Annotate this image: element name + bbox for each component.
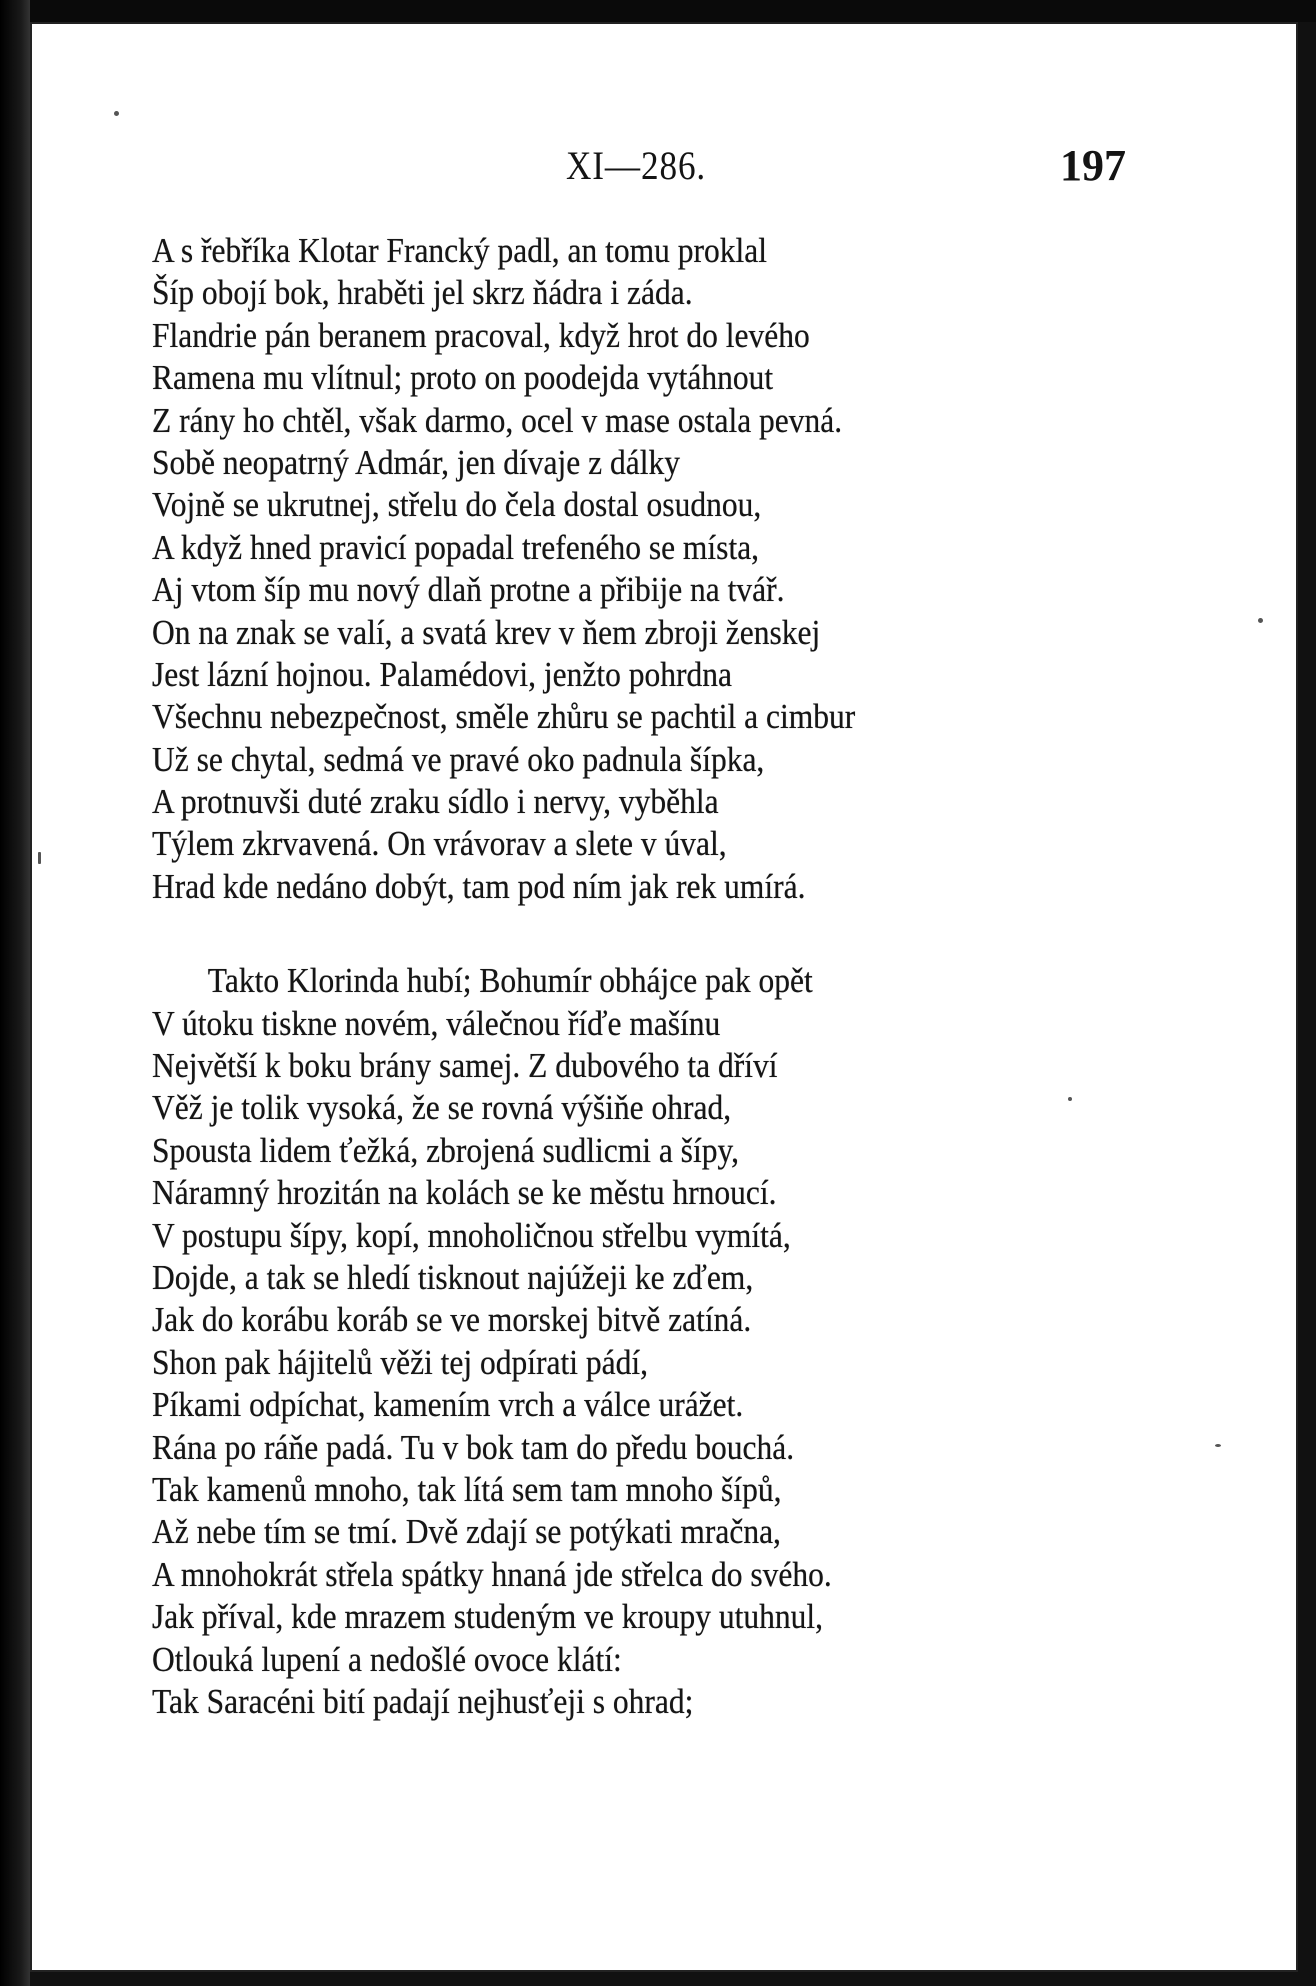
- verse-line: Otlouká lupení a nedošlé ovoce klátí:: [152, 1639, 622, 1679]
- verse-line: Náramný hrozitán na kolách se ke městu hrnoucí.: [152, 1173, 777, 1213]
- section-reference: XI—286.: [566, 143, 707, 188]
- verse-line: Až nebe tím se tmí. Dvě zdají se potýkati mračna,: [152, 1512, 781, 1552]
- verse-line: Jak do korábu koráb se ve morskej bitvě zatíná.: [152, 1300, 752, 1340]
- scan-speck: [1068, 1097, 1072, 1101]
- verse-line: Vojně se ukrutnej, střelu do čela dostal osudnou,: [152, 485, 762, 525]
- verse-line: Šíp obojí bok, hraběti jel skrz ňádra i záda.: [152, 273, 693, 313]
- verse-line: Jak příval, kde mrazem studeným ve kroupy utuhnul,: [152, 1597, 823, 1637]
- verse-line: Takto Klorinda hubí; Bohumír obhájce pak opět: [207, 961, 813, 1001]
- verse-line: Tak Saracéni bití padají nejhusťeji s ohrad;: [152, 1681, 694, 1721]
- verse-line: Píkami odpíchat, kamením vrch a válce urážet.: [152, 1385, 744, 1425]
- scan-border-top: [0, 0, 1316, 22]
- scan-speck: [114, 111, 119, 116]
- verse-line: Hrad kde nedáno dobýt, tam pod ním jak rek umírá.: [152, 866, 806, 906]
- page-number: 197: [1060, 141, 1126, 190]
- verse-line: A když hned pravicí popadal trefeného se místa,: [152, 527, 760, 567]
- verse-line: A protnuvši duté zraku sídlo i nervy, vyběhla: [152, 782, 719, 822]
- verse-line: V útoku tiskne novém, válečnou říďe mašínu: [152, 1003, 721, 1043]
- verse-line: A s řebříka Klotar Francký padl, an tomu proklal: [152, 231, 767, 270]
- book-page: [30, 22, 1298, 1972]
- scan-border-left: [0, 0, 30, 1986]
- verse-line: On na znak se valí, a svatá krev v ňem zbroji ženskej: [152, 612, 821, 652]
- verse-line: Jest lázní hojnou. Palamédovi, jenžto pohrdna: [152, 654, 733, 694]
- verse-line: Všechnu nebezpečnost, směle zhůru se pachtil a cimbur: [152, 697, 856, 737]
- running-head: [30, 142, 1298, 192]
- verse-line: Dojde, a tak se hledí tisknout najúžeji ke zďem,: [152, 1257, 754, 1297]
- verse-line: A mnohokrát střela spátky hnaná jde střelca do svého.: [152, 1554, 832, 1594]
- verse-line: Věž je tolik vysoká, že se rovná výšiňe ohrad,: [152, 1088, 732, 1128]
- verse-text: [152, 230, 1152, 1723]
- scan-speck: [1215, 1444, 1221, 1447]
- verse-line: Už se chytal, sedmá ve pravé oko padnula šípka,: [152, 739, 765, 779]
- verse-line: Shon pak hájitelů věži tej odpírati pádí,: [152, 1342, 649, 1382]
- verse-line: Sobě neopatrný Admár, jen dívaje z dálky: [152, 442, 680, 482]
- verse-line: Flandrie pán beranem pracoval, když hrot do levého: [152, 315, 810, 355]
- stanza-1: [152, 230, 1152, 908]
- verse-line: Ramena mu vlítnul; proto on poodejda vytáhnout: [152, 358, 774, 398]
- verse-line: Aj vtom šíp mu nový dlaň protne a přibije na tvář.: [152, 570, 785, 610]
- verse-line: Největší k boku brány samej. Z dubového ta dříví: [152, 1046, 778, 1086]
- stanza-2: [152, 960, 1152, 1723]
- verse-line: Z rány ho chtěl, však darmo, ocel v mase ostala pevná.: [152, 400, 843, 440]
- verse-line: V postupu šípy, kopí, mnoholičnou střelbu vymítá,: [152, 1215, 791, 1255]
- scan-speck: [38, 852, 41, 864]
- verse-line: Spousta lidem ťežká, zbrojená sudlicmi a šípy,: [152, 1130, 740, 1170]
- verse-line: Tak kamenů mnoho, tak lítá sem tam mnoho šípů,: [152, 1469, 782, 1509]
- verse-line: Týlem zkrvavená. On vrávorav a slete v úval,: [152, 824, 727, 864]
- verse-line: Rána po ráňe padá. Tu v bok tam do předu bouchá.: [152, 1427, 795, 1467]
- stanza-gap: [152, 908, 1152, 960]
- scan-speck: [1258, 618, 1263, 623]
